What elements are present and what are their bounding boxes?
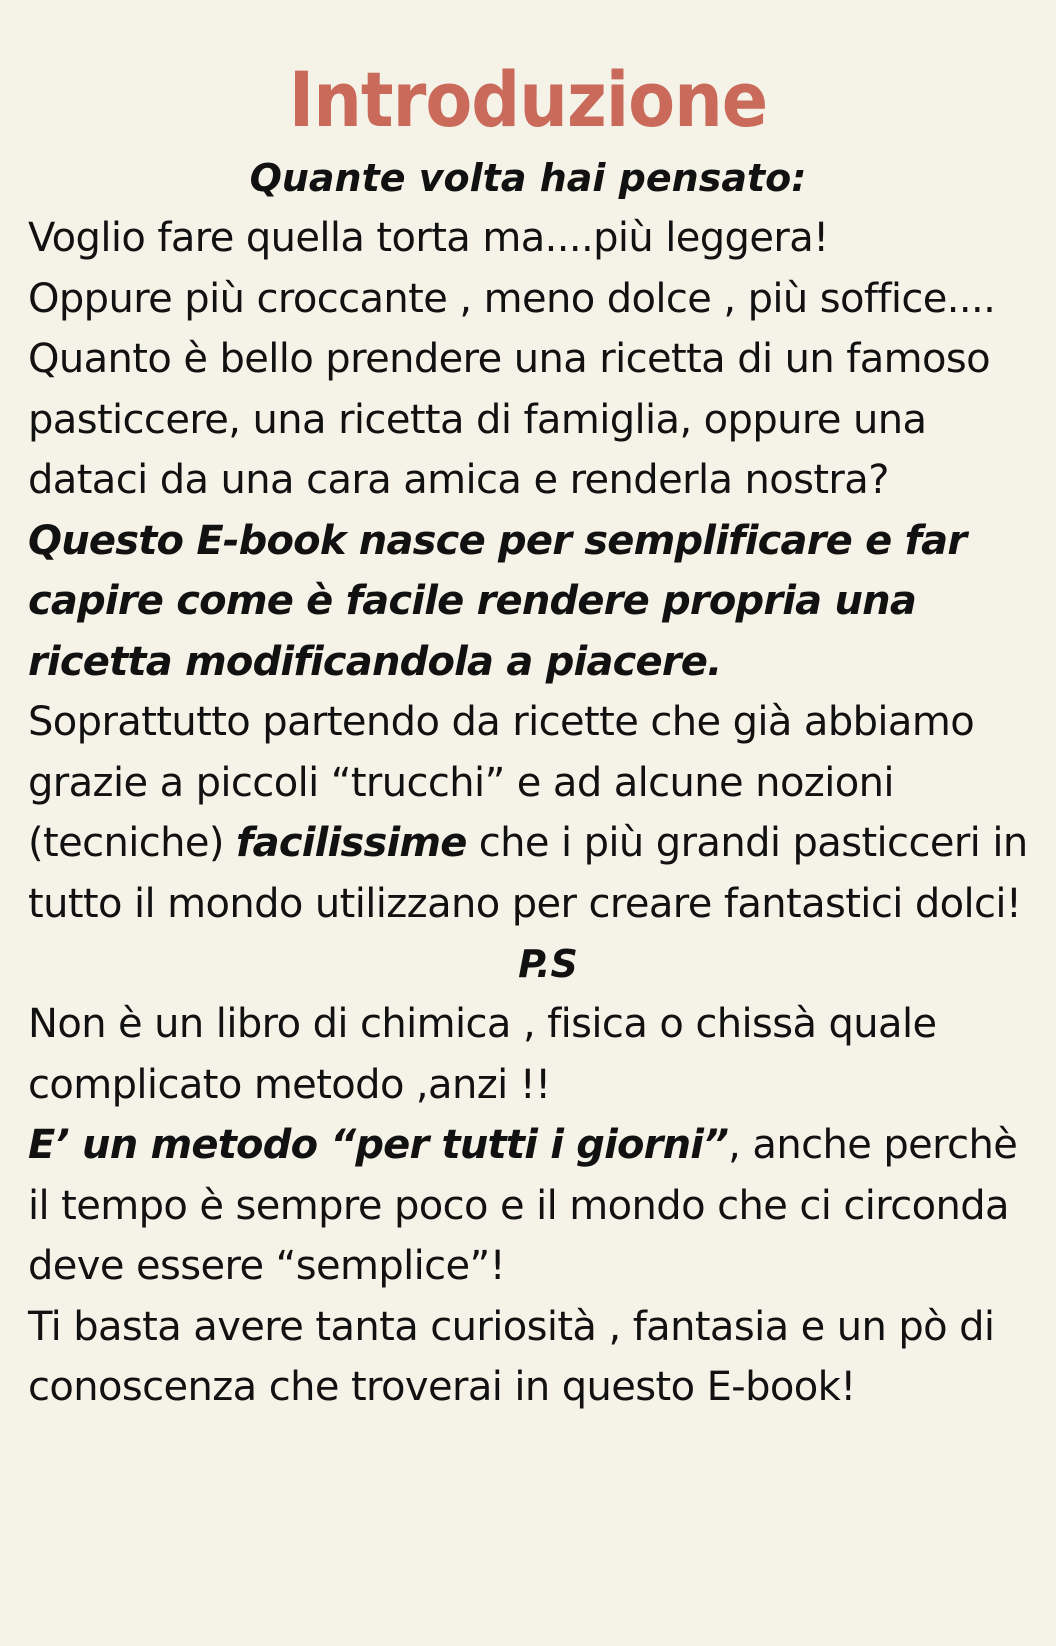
emphasis-facilissime: facilissime (236, 820, 467, 866)
paragraph-intro-line-2: Oppure più croccante , meno dolce , più soffice.... (28, 275, 996, 322)
paragraph-intro-line-1: Voglio fare quella torta ma....più leggera! (28, 215, 829, 261)
page-title: Introduzione (288, 55, 768, 144)
paragraph-everyday-method (28, 1115, 1028, 1297)
techniques-text-end: che i più grandi pasticceri in tutto il mondo utilizzano per creare fantastici dolci! (28, 820, 1028, 927)
paragraph-ebook-purpose: Questo E-book nasce per semplificare e far capire come è facile rendere propria una ricetta modificandola a piacere. (28, 517, 967, 685)
paragraph-techniques (28, 692, 1028, 934)
techniques-text-start: Soprattutto partendo da ricette che già abbiamo grazie a piccoli “trucchi” e ad alcune nozioni (tecniche) (28, 699, 975, 866)
subtitle: Quante volta hai pensato: (249, 156, 807, 200)
paragraph-closing: Ti basta avere tanta curiosità , fantasia e un pò di conoscenza che troverai in questo E-book! (28, 1303, 995, 1410)
ps-heading: P.S (518, 942, 578, 986)
paragraph-recipe: Quanto è bello prendere una ricetta di un famoso pasticcere, una ricetta di famiglia, oppure una dataci da una cara amica e renderla nostra? (28, 336, 990, 503)
emphasis-everyday-method: E’ un metodo “per tutti i giorni” (28, 1122, 729, 1168)
paragraph-not-chemistry: Non è un libro di chimica , fisica o chissà quale complicato metodo ,anzi !! (28, 1001, 937, 1108)
everyday-method-text: , anche perchè il tempo è sempre poco e il mondo che ci circonda deve essere “semplice”! (28, 1122, 1018, 1289)
